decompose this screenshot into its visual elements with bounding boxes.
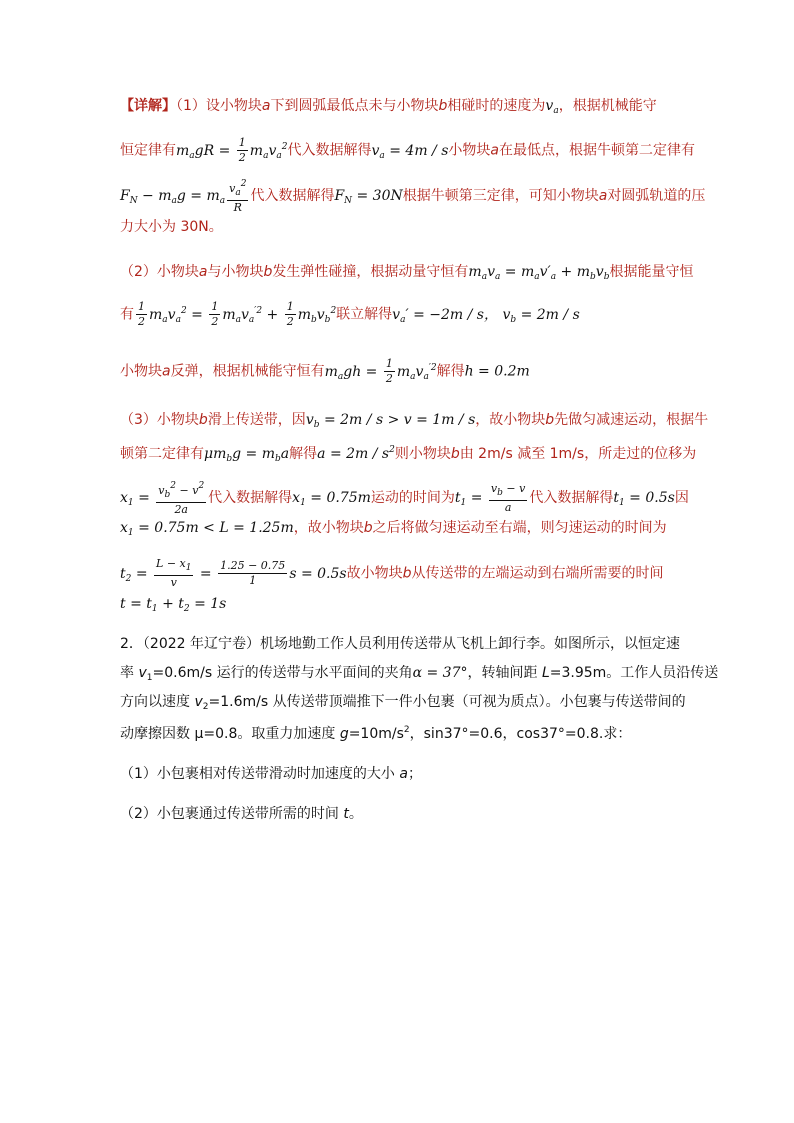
formula: $\mu m_bg = m_ba$ (204, 446, 290, 464)
formula: $t_2$ = $\frac{L - x_1}{v}$ = $\frac{1.25 - 0.75}{1}$ s = 0.5s (120, 557, 347, 589)
q2-question-b: （2）小包裹通过传送带所需的时间 t。 (120, 806, 363, 822)
q2-line3: 方向以速度 $v_2=1.6m/s$ 从传送带顶端推下一件小包裹（可视为质点）。小包裹与传送带间的 (120, 694, 686, 712)
formula: $x_1$ = $\frac{v_b^2 - v^2}{2a}$ (120, 481, 205, 516)
q2-line1: 2．（2022 年辽宁卷）机场地勤工作人员利用传送带从飞机上卸行李。如图所示，以恒定速 (120, 636, 680, 652)
part3-line4: $x_1 = 0.75m < L = 1.25m$，故小物块b之后将做匀速运动至右端，则匀速运动的时间为 (120, 520, 667, 538)
formula: $F_N - m_ag = m_a$ $\frac{v_a^2}{R}$ (120, 179, 247, 214)
part1-line1: 【详解】（1）设小物块a下到圆弧最低点未与小物块b相碰时的速度为$v_a$，根据机械能守 (120, 98, 657, 116)
formula: $F_N = 30N$ (334, 188, 403, 206)
formula: $\frac{1}{2}$ $m_av_a^2$ = $\frac{1}{2}$ $m_av_a^{'2}$ + $\frac{1}{2}$ $m_bv_b^2$ (138, 300, 337, 328)
formula: $t = t_1 + t_2 = 1s$ (120, 596, 227, 614)
formula: $m_av_a = m_av'_a + m_bv_b$ (468, 264, 610, 282)
formula: $t_1 = 0.5s$ (613, 490, 675, 508)
formula: $m_agR$ = $\frac{1}{2}$ $m_av_a^2$ (176, 136, 288, 164)
formula: $x_1 = 0.75m$ (292, 490, 371, 508)
part3-line6 (120, 594, 226, 619)
part3-line1: （3）小物块b滑上传送带，因$v_b = 2m / s > v = 1m / s$，故小物块b先做匀减速运动，根据牛 (120, 412, 709, 430)
formula: $v_a = 4m / s$ (371, 142, 449, 161)
formula: $t_1$ = $\frac{v_b - v}{a}$ (454, 481, 526, 514)
part3-line3: $x_1$ = $\frac{v_b^2 - v^2}{2a}$ 代入数据解得$x_1 = 0.75m$运动的时间为$t_1$ = $\frac{v_b - v}{a}$ 代入数据解得$t_1 = 0.5s$因 (120, 481, 689, 516)
part1-line4: 力大小为 30N。 (120, 219, 223, 235)
part2-line2: 有 $\frac{1}{2}$ $m_av_a^2$ = $\frac{1}{2}$ $m_av_a^{'2}$ + $\frac{1}{2}$ $m_bv_b^2$联立解得$v_a' = -2m / s$， $v_b = 2m / s$ (120, 300, 580, 328)
formula: $v_a$ (545, 98, 559, 116)
formula: $a = 2m / s^2$ (317, 445, 395, 462)
part3-line2: 顿第二定律有$\mu m_bg = m_ba$解得$a = 2m / s^2$则小物块b由 2m/s 减至 1m/s，所走过的位移为 (120, 445, 697, 464)
part2-line3: 小物块a反弹，根据机械能守恒有$m_agh$ = $\frac{1}{2}$ $m_av_a^{'2}$解得h = 0.2m (120, 357, 530, 385)
q2-line2: 率 $v_1=0.6m/s$ 运行的传送带与水平面间的夹角α = 37°，转轴间距 L=3.95m。工作人员沿传送 (120, 665, 719, 683)
formula: h = 0.2m (464, 363, 530, 380)
part2-line1: （2）小物块a与小物块b发生弹性碰撞，根据动量守恒有$m_av_a = m_av'_a + m_bv_b$根据能量守恒 (120, 264, 694, 282)
formula: $m_agh$ = $\frac{1}{2}$ $m_av_a^{'2}$ (324, 357, 437, 385)
part3-line5: $t_2$ = $\frac{L - x_1}{v}$ = $\frac{1.25 - 0.75}{1}$ s = 0.5s故小物块b从传送带的左端运动到右端所需要的时间 (120, 557, 664, 589)
part1-line2: 恒定律有$m_agR$ = $\frac{1}{2}$ $m_av_a^2$代入数据解得$v_a = 4m / s$小物块a在最低点，根据牛顿第二定律有 (120, 136, 695, 164)
detail-tag: 【详解】 (120, 98, 176, 114)
q2-question-a: （1）小包裹相对传送带滑动时加速度的大小 a； (120, 766, 422, 782)
formula: α = 37° (412, 665, 468, 681)
formula: $v_b = 2m / s > v = 1m / s$ (305, 412, 476, 430)
q2-line4: 动摩擦因数 μ=0.8。取重力加速度 $g=10m/s^2$，sin37°=0.6，cos37°=0.8.求： (120, 725, 632, 742)
formula: $v_a' = -2m / s$， $v_b = 2m / s$ (392, 306, 580, 325)
part1-line3: $F_N - m_ag = m_a$ $\frac{v_a^2}{R}$ 代入数据解得$F_N = 30N$根据牛顿第三定律，可知小物块a对圆弧轨道的压 (120, 179, 706, 214)
formula: $x_1 = 0.75m < L = 1.25m$ (120, 520, 294, 538)
